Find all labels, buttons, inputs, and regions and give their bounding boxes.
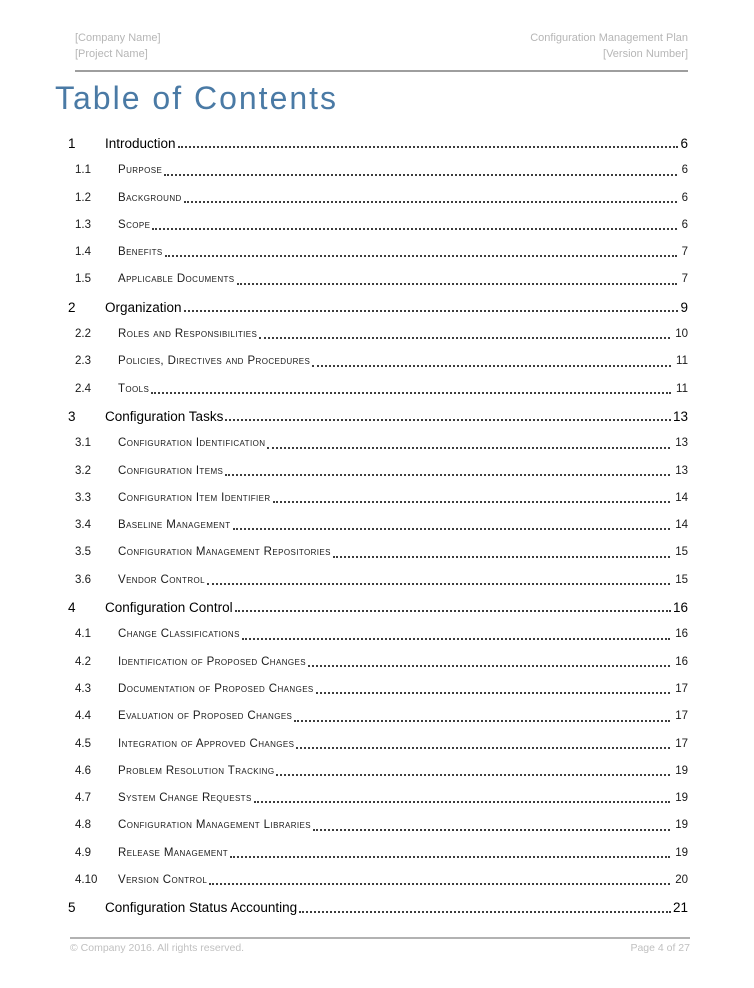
header-right-block <box>530 30 688 62</box>
toc-entry-page: 6 <box>681 164 688 177</box>
toc-entry-label: Configuration Items <box>118 464 224 477</box>
toc-entry-page: 13 <box>675 437 688 450</box>
dot-leader <box>225 419 671 421</box>
toc-entry-label: Change Classifications <box>118 628 240 641</box>
toc-entry[interactable] <box>0 867 754 894</box>
toc-entry[interactable] <box>0 157 754 184</box>
dot-leader <box>235 610 671 612</box>
toc-entry-page: 13 <box>672 408 688 424</box>
toc-entry-page: 19 <box>675 764 688 777</box>
toc-entry-label: Version Control <box>118 874 208 887</box>
dot-leader <box>312 365 671 367</box>
toc-entry-number: 1.4 <box>75 246 91 259</box>
toc-entry-page: 7 <box>681 246 688 259</box>
toc-entry[interactable] <box>0 731 754 758</box>
toc-entry-page: 19 <box>675 846 688 859</box>
toc-entry-number: 3.2 <box>75 464 91 477</box>
toc-entry[interactable] <box>0 185 754 212</box>
toc-entry-page: 21 <box>672 900 688 916</box>
footer-divider <box>70 937 690 939</box>
dot-leader <box>207 583 670 585</box>
toc-entry-label: Configuration Status Accounting <box>105 900 298 916</box>
toc-entry-page: 11 <box>676 355 688 368</box>
toc-entry[interactable] <box>0 266 754 293</box>
toc-entry-number: 4.6 <box>75 764 91 777</box>
toc-entry-label: Background <box>118 191 182 204</box>
version-number: [Version Number] <box>603 48 688 60</box>
toc-entry[interactable] <box>0 294 754 321</box>
toc-entry-number: 4.9 <box>75 846 91 859</box>
toc-entry-label: Release Management <box>118 846 229 859</box>
dot-leader <box>294 720 670 722</box>
toc-entry-number: 4.3 <box>75 682 91 695</box>
dot-leader <box>313 829 670 831</box>
toc-entry[interactable] <box>0 430 754 457</box>
toc-entry-page: 15 <box>675 546 688 559</box>
toc-entry-page: 7 <box>681 273 688 286</box>
toc-entry-number: 2.4 <box>75 382 91 395</box>
toc-entry[interactable] <box>0 785 754 812</box>
company-name: [Company Name] <box>75 32 161 44</box>
toc-entry[interactable] <box>0 403 754 430</box>
toc-entry-label: Configuration Tasks <box>105 408 224 424</box>
dot-leader <box>165 255 677 257</box>
toc-entry-number: 3.5 <box>75 546 91 559</box>
toc-entry-label: Baseline Management <box>118 519 231 532</box>
dot-leader <box>273 501 671 503</box>
toc-entry-label: Applicable Documents <box>118 273 235 286</box>
toc-entry-label: Configuration Management Libraries <box>118 819 312 832</box>
dot-leader <box>276 774 670 776</box>
toc-entry-label: Introduction <box>105 136 176 151</box>
toc-entry[interactable] <box>0 649 754 676</box>
header-divider <box>75 70 688 72</box>
toc-entry-label: Purpose <box>118 164 163 177</box>
dot-leader <box>308 665 670 667</box>
toc-entry-page: 17 <box>675 682 688 695</box>
toc-entry-label: System Change Requests <box>118 792 252 805</box>
toc-entry-page: 19 <box>675 792 688 805</box>
toc-entry-page: 19 <box>675 819 688 832</box>
page-title: Table of Contents <box>55 80 339 116</box>
toc-entry[interactable] <box>0 512 754 539</box>
toc-entry-label: Identification of Proposed Changes <box>118 655 306 668</box>
toc-entry-label: Roles and Responsibilities <box>118 328 258 341</box>
toc-entry-label: Evaluation of Proposed Changes <box>118 710 293 723</box>
dot-leader <box>209 883 670 885</box>
toc-entry-number: 5 <box>68 900 76 916</box>
toc-entry-number: 4.7 <box>75 792 91 805</box>
toc-entry[interactable] <box>0 485 754 512</box>
dot-leader <box>184 201 677 203</box>
toc-entry-page: 6 <box>680 136 688 151</box>
toc-entry-number: 4.1 <box>75 628 91 641</box>
toc-entry-page: 10 <box>675 328 688 341</box>
toc-entry-label: Integration of Approved Changes <box>118 737 295 750</box>
toc-entry-page: 14 <box>675 491 688 504</box>
toc-entry[interactable] <box>0 840 754 867</box>
dot-leader <box>333 556 670 558</box>
toc-entry[interactable] <box>0 458 754 485</box>
toc-entry-label: Configuration Identification <box>118 437 266 450</box>
toc-entry-number: 3 <box>68 408 76 424</box>
toc-entry-label: Vendor Control <box>118 573 205 586</box>
dot-leader <box>230 856 670 858</box>
toc-entry-number: 4 <box>68 600 76 616</box>
toc-entry-page: 17 <box>675 737 688 750</box>
toc-entry-label: Scope <box>118 218 151 231</box>
dot-leader <box>152 228 676 230</box>
dot-leader <box>316 692 671 694</box>
toc-entry[interactable] <box>0 567 754 594</box>
page-header <box>75 30 688 62</box>
toc-entry[interactable] <box>0 539 754 566</box>
dot-leader <box>299 911 671 913</box>
toc-entry-page: 6 <box>681 218 688 231</box>
dot-leader <box>254 801 670 803</box>
document-title: Configuration Management Plan <box>530 32 688 44</box>
dot-leader <box>296 747 670 749</box>
toc-entry-number: 4.8 <box>75 819 91 832</box>
toc-entry-page: 16 <box>675 655 688 668</box>
header-left-block <box>75 30 161 62</box>
dot-leader <box>233 528 671 530</box>
dot-leader <box>178 146 679 148</box>
toc-entry[interactable] <box>0 130 754 157</box>
toc-entry-number: 4.4 <box>75 710 91 723</box>
dot-leader <box>151 392 671 394</box>
toc-entry-number: 3.1 <box>75 437 91 450</box>
toc-entry[interactable] <box>0 239 754 266</box>
toc-entry-number: 1.3 <box>75 218 91 231</box>
toc-entry-number: 3.6 <box>75 573 91 586</box>
toc-entry-number: 1 <box>68 136 76 151</box>
toc-entry[interactable] <box>0 321 754 348</box>
toc-entry-page: 9 <box>680 299 688 315</box>
toc-entry-number: 4.10 <box>75 874 98 887</box>
page-footer <box>70 941 690 955</box>
dot-leader <box>237 283 677 285</box>
toc-entry-number: 1.5 <box>75 273 91 286</box>
toc-entry-label: Documentation of Proposed Changes <box>118 682 314 695</box>
toc-entry-label: Configuration Management Repositories <box>118 546 331 559</box>
toc-entry-label: Configuration Control <box>105 600 233 616</box>
dot-leader <box>242 638 670 640</box>
toc-entry-label: Tools <box>118 382 150 395</box>
toc-entry[interactable] <box>0 758 754 785</box>
page-number-indicator: Page 4 of 27 <box>630 942 690 954</box>
copyright-notice: © Company 2016. All rights reserved. <box>70 942 245 954</box>
toc-entry[interactable] <box>0 703 754 730</box>
toc-entry-page: 6 <box>681 191 688 204</box>
toc-entry[interactable] <box>0 812 754 839</box>
toc-entry-label: Configuration Item Identifier <box>118 491 271 504</box>
toc-entry-number: 3.3 <box>75 491 91 504</box>
toc-entry[interactable] <box>0 676 754 703</box>
toc-entry-label: Benefits <box>118 246 163 259</box>
toc-entry-number: 4.5 <box>75 737 91 750</box>
dot-leader <box>267 447 670 449</box>
toc-list <box>0 130 754 922</box>
toc-entry-number: 2.3 <box>75 355 91 368</box>
toc-entry[interactable] <box>0 376 754 403</box>
dot-leader <box>259 337 670 339</box>
toc-entry-number: 3.4 <box>75 519 91 532</box>
toc-entry-number: 2 <box>68 299 76 315</box>
toc-entry[interactable] <box>0 212 754 239</box>
toc-entry-page: 17 <box>675 710 688 723</box>
toc-entry-label: Problem Resolution Tracking <box>118 764 275 777</box>
dot-leader <box>164 174 676 176</box>
toc-entry-number: 4.2 <box>75 655 91 668</box>
toc-entry-page: 20 <box>675 874 688 887</box>
toc-entry-number: 2.2 <box>75 328 91 341</box>
toc-entry-label: Organization <box>105 299 182 315</box>
toc-entry-page: 16 <box>672 600 688 616</box>
dot-leader <box>225 474 670 476</box>
toc-entry-page: 14 <box>675 519 688 532</box>
toc-entry-number: 1.1 <box>75 164 91 177</box>
dot-leader <box>184 310 679 312</box>
toc-entry[interactable] <box>0 348 754 375</box>
toc-entry-label: Policies, Directives and Procedures <box>118 355 311 368</box>
toc-entry-page: 15 <box>675 573 688 586</box>
toc-entry-page: 16 <box>675 628 688 641</box>
toc-entry-number: 1.2 <box>75 191 91 204</box>
toc-entry-page: 11 <box>676 382 688 395</box>
toc-entry[interactable] <box>0 594 754 621</box>
toc-entry-page: 13 <box>675 464 688 477</box>
toc-entry[interactable] <box>0 621 754 648</box>
toc-entry[interactable] <box>0 894 754 921</box>
project-name: [Project Name] <box>75 48 148 60</box>
